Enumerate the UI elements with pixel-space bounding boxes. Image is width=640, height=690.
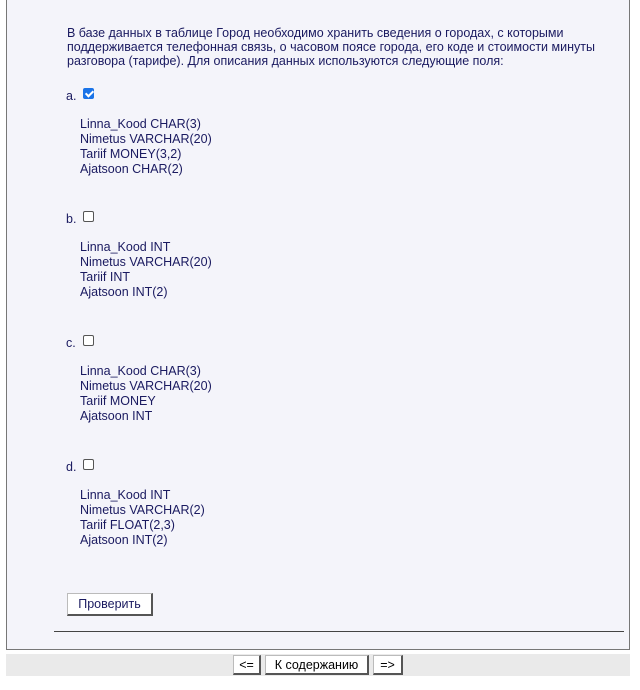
option-a-checkbox[interactable] xyxy=(83,88,94,99)
contents-button[interactable]: К содержанию xyxy=(265,655,369,675)
field-line: Tariif MONEY(3,2) xyxy=(80,147,182,161)
field-line: Linna_Kood CHAR(3) xyxy=(80,117,201,131)
field-line: Nimetus VARCHAR(20) xyxy=(80,379,212,393)
quiz-panel xyxy=(6,0,630,650)
option-a-fields xyxy=(80,117,212,177)
option-letter: a. xyxy=(66,89,77,103)
field-line: Linna_Kood INT xyxy=(80,488,171,502)
check-answer-button[interactable]: Проверить xyxy=(67,593,153,616)
option-c-fields xyxy=(80,364,212,424)
field-line: Linna_Kood CHAR(3) xyxy=(80,364,201,378)
option-b-fields xyxy=(80,240,212,300)
field-line: Linna_Kood INT xyxy=(80,240,171,254)
option-b-checkbox[interactable] xyxy=(83,211,94,222)
field-line: Ajatsoon INT xyxy=(80,409,153,423)
option-letter: d. xyxy=(66,460,77,474)
option-c-checkbox[interactable] xyxy=(83,335,94,346)
field-line: Tariif FLOAT(2,3) xyxy=(80,518,175,532)
field-line: Nimetus VARCHAR(2) xyxy=(80,503,205,517)
option-letter: c. xyxy=(66,336,76,350)
option-d-checkbox[interactable] xyxy=(83,459,94,470)
option-letter: b. xyxy=(66,212,77,226)
option-d-fields xyxy=(80,488,205,548)
next-button[interactable]: => xyxy=(373,655,403,675)
question-text: В базе данных в таблице Город необходимо хранить сведения о городах, с которыми поддерживается телефонная связь, о часовом поясе города, его коде и стоимости минуты разговора (тарифе). Для описания данных используются следующие поля: xyxy=(67,26,595,68)
field-line: Nimetus VARCHAR(20) xyxy=(80,255,212,269)
field-line: Nimetus VARCHAR(20) xyxy=(80,132,212,146)
navigation-bar xyxy=(6,654,630,676)
divider xyxy=(54,631,624,632)
field-line: Tariif MONEY xyxy=(80,394,156,408)
field-line: Ajatsoon CHAR(2) xyxy=(80,162,183,176)
field-line: Tariif INT xyxy=(80,270,130,284)
field-line: Ajatsoon INT(2) xyxy=(80,533,168,547)
prev-button[interactable]: <= xyxy=(233,655,261,675)
field-line: Ajatsoon INT(2) xyxy=(80,285,168,299)
